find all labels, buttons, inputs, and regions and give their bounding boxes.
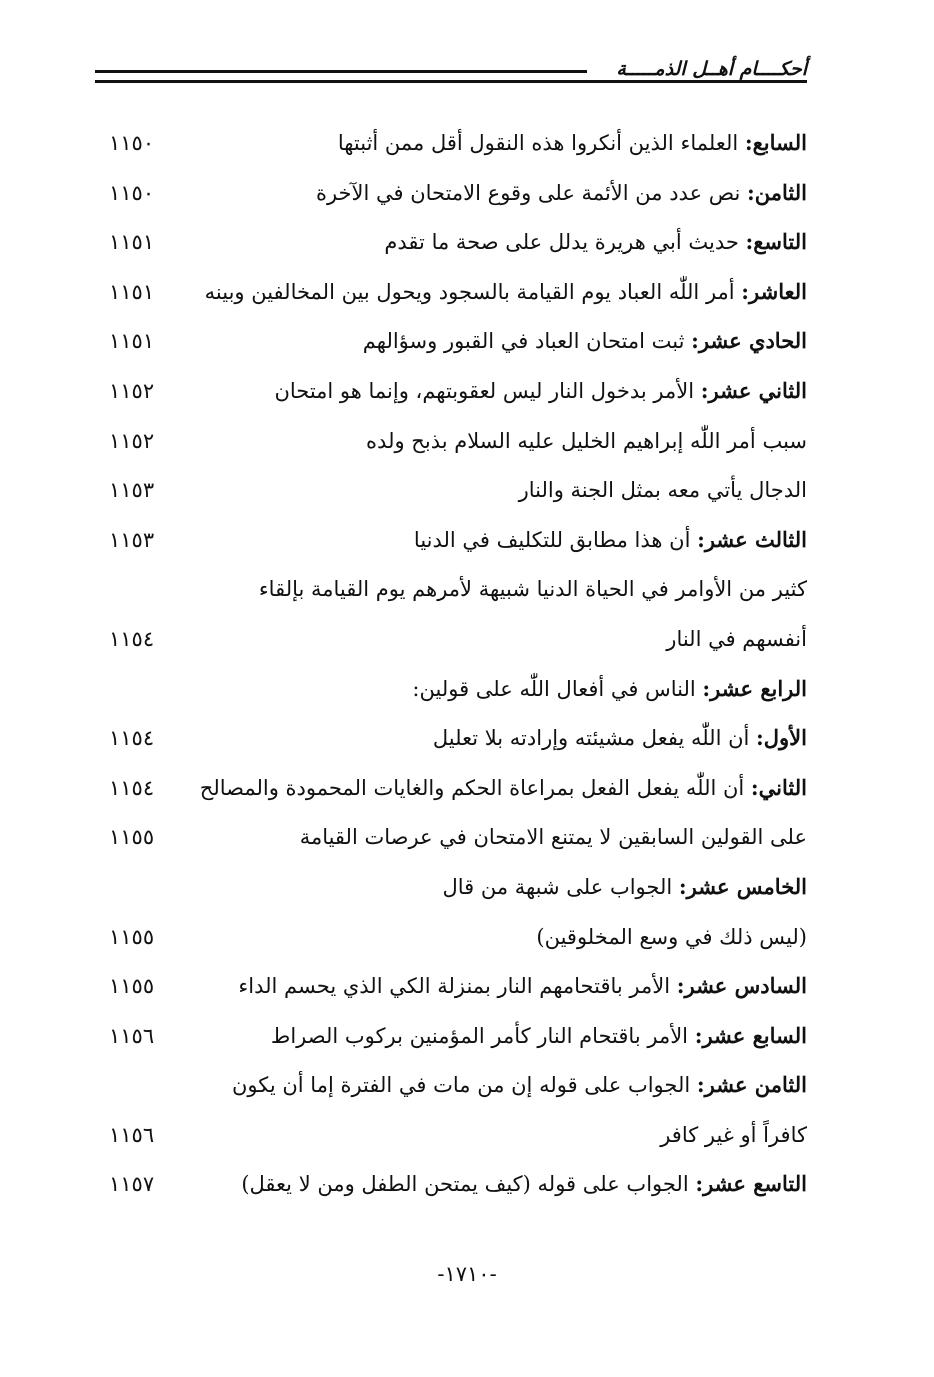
toc-entry-lead: السادس عشر: bbox=[676, 973, 807, 999]
toc-entry-title: الأمر باقتحامهم النار بمنزلة الكي الذي يحسم الداء bbox=[238, 974, 677, 999]
toc-entry-page: ١١٥٤ bbox=[109, 626, 155, 651]
toc-entry-text bbox=[187, 376, 807, 406]
toc-entry-lead: الثاني عشر: bbox=[700, 377, 807, 403]
toc-entry-text bbox=[187, 1120, 807, 1150]
toc-entry-page: ١١٥٥ bbox=[109, 974, 155, 999]
toc-entry-text bbox=[187, 128, 807, 158]
toc-entry-page: ١١٥٣ bbox=[109, 478, 155, 503]
toc-entry-text bbox=[187, 178, 807, 208]
toc-entry bbox=[95, 965, 807, 1015]
toc-entry-title: الجواب على قوله (كيف يمتحن الطفل ومن لا يعقل) bbox=[241, 1172, 696, 1197]
toc-entry-title: على القولين السابقين لا يمتنع الامتحان في عرصات القيامة bbox=[299, 825, 807, 850]
header-rule-bottom bbox=[95, 80, 807, 83]
toc-entry-page: ١١٥١ bbox=[109, 279, 155, 304]
toc-entry-page: ١١٥٤ bbox=[109, 775, 155, 800]
toc-entry-title: (ليس ذلك في وسع المخلوقين) bbox=[536, 924, 807, 949]
toc-entry-title: ثبت امتحان العباد في القبور وسؤالهم bbox=[362, 329, 692, 354]
toc-entry-title: أن هذا مطابق للتكليف في الدنيا bbox=[413, 527, 698, 552]
toc-entry-page: ١١٥١ bbox=[109, 230, 155, 255]
toc-entry-page: ١١٥٠ bbox=[109, 180, 155, 205]
toc-entry bbox=[95, 420, 807, 470]
toc-entry bbox=[95, 717, 807, 767]
toc-entry-page: ١١٥٢ bbox=[109, 378, 155, 403]
running-header bbox=[95, 58, 807, 92]
toc-entry bbox=[95, 122, 807, 172]
toc-entry-title: الأمر بدخول النار ليس لعقوبتهم، وإنما هو امتحان bbox=[274, 378, 701, 403]
toc-entry-lead: السابع: bbox=[744, 130, 807, 155]
toc-entry-title: الأمر باقتحام النار كأمر المؤمنين بركوب الصراط bbox=[270, 1023, 695, 1048]
toc-entry-title: نص عدد من الأئمة على وقوع الامتحان في الآخرة bbox=[315, 180, 748, 205]
header-rule-top bbox=[95, 70, 587, 73]
toc-entry bbox=[95, 866, 807, 916]
toc-entry-title: أمر اللّٰه العباد يوم القيامة بالسجود ويحول بين المخالفين وبينه bbox=[204, 279, 742, 304]
toc-entry bbox=[95, 767, 807, 817]
toc-entry-title: كافراً أو غير كافر bbox=[660, 1122, 807, 1147]
toc-entry-text bbox=[187, 277, 807, 307]
toc-entry-title: الجواب على شبهة من قال bbox=[442, 874, 679, 899]
toc-entry bbox=[95, 271, 807, 321]
toc-entry bbox=[95, 816, 807, 866]
book-title: أحكــــام أهــل الذمـــــة bbox=[608, 58, 807, 80]
toc-entry-text bbox=[187, 475, 807, 505]
toc-entry-lead: الأول: bbox=[756, 725, 807, 751]
toc-entry bbox=[95, 1015, 807, 1065]
toc-entry-page: ١١٥٧ bbox=[109, 1172, 155, 1197]
toc-entry-text bbox=[187, 326, 807, 356]
toc-entry-text bbox=[187, 723, 807, 753]
toc-entry-lead: الثالث عشر: bbox=[697, 526, 807, 552]
toc-entry-page: ١١٥١ bbox=[109, 329, 155, 354]
toc-entry bbox=[95, 1114, 807, 1164]
toc-entry bbox=[95, 370, 807, 420]
toc-entry-title: حديث أبي هريرة يدلل على صحة ما تقدم bbox=[384, 230, 746, 255]
toc-entry-text bbox=[187, 426, 807, 456]
toc-entry bbox=[95, 568, 807, 618]
toc-entry-page: ١١٥٣ bbox=[109, 527, 155, 552]
toc-entry-lead: التاسع: bbox=[745, 229, 807, 255]
toc-entry bbox=[95, 618, 807, 668]
toc-entry-lead: العاشر: bbox=[741, 278, 807, 304]
toc-entry-title: سبب أمر اللّٰه إبراهيم الخليل عليه السلام بذبح ولده bbox=[366, 428, 807, 453]
toc-entry-lead: الثامن: bbox=[747, 179, 807, 205]
toc-entry-lead: التاسع عشر: bbox=[695, 1171, 807, 1197]
toc-entry-text bbox=[187, 227, 807, 257]
toc-entry-page: ١١٥٦ bbox=[109, 1122, 155, 1147]
toc-entry-title: الجواب على قوله إن من مات في الفترة إما أن يكون bbox=[231, 1073, 697, 1098]
toc-entry bbox=[95, 1163, 807, 1213]
toc-entry-page: ١١٥٤ bbox=[109, 726, 155, 751]
toc-entry bbox=[95, 668, 807, 718]
toc-entry-page: ١١٥٦ bbox=[109, 1023, 155, 1048]
toc-entry bbox=[95, 221, 807, 271]
toc-entry bbox=[95, 519, 807, 569]
toc-entry-lead: الثامن عشر: bbox=[696, 1072, 807, 1098]
toc-entry-lead: الخامس عشر: bbox=[678, 873, 807, 899]
toc-entry bbox=[95, 916, 807, 966]
table-of-contents bbox=[95, 122, 807, 1213]
toc-entry-text bbox=[187, 1169, 807, 1199]
toc-entry-lead: الثاني: bbox=[750, 774, 807, 800]
toc-entry-text bbox=[187, 971, 807, 1001]
toc-entry-title: أن اللّٰه يفعل مشيئته وإرادته بلا تعليل bbox=[432, 726, 757, 751]
toc-entry-text bbox=[187, 922, 807, 952]
toc-entry-text bbox=[187, 525, 807, 555]
toc-entry-lead: الرابع عشر: bbox=[702, 675, 807, 701]
toc-entry-text bbox=[187, 674, 807, 704]
toc-entry-text bbox=[187, 773, 807, 803]
toc-entry-page: ١١٥٥ bbox=[109, 825, 155, 850]
toc-entry-title: الناس في أفعال اللّٰه على قولين: bbox=[412, 676, 703, 701]
toc-entry bbox=[95, 1064, 807, 1114]
toc-entry-text bbox=[187, 872, 807, 902]
toc-entry-title: العلماء الذين أنكروا هذه النقول أقل ممن أثبتها bbox=[337, 131, 745, 155]
toc-entry-title: الدجال يأتي معه بمثل الجنة والنار bbox=[518, 478, 807, 503]
toc-entry-lead: الحادي عشر: bbox=[691, 328, 807, 354]
page-number: -١٧١٠- bbox=[437, 1262, 497, 1286]
toc-entry-page: ١١٥٥ bbox=[109, 924, 155, 949]
toc-entry-page: ١١٥٠ bbox=[109, 131, 155, 155]
toc-entry bbox=[95, 172, 807, 222]
toc-entry bbox=[95, 469, 807, 519]
toc-entry-text bbox=[187, 624, 807, 654]
toc-entry-text bbox=[187, 574, 807, 604]
toc-entry-title: كثير من الأوامر في الحياة الدنيا شبيهة لأمرهم يوم القيامة بإلقاء bbox=[258, 577, 807, 602]
toc-entry-text bbox=[187, 1021, 807, 1051]
toc-entry bbox=[95, 320, 807, 370]
toc-entry-page: ١١٥٢ bbox=[109, 428, 155, 453]
toc-entry-title: أن اللّٰه يفعل الفعل بمراعاة الحكم والغايات المحمودة والمصالح bbox=[199, 775, 751, 800]
toc-entry-lead: السابع عشر: bbox=[694, 1022, 807, 1048]
toc-entry-text bbox=[187, 822, 807, 852]
toc-entry-title: أنفسهم في النار bbox=[666, 626, 807, 651]
toc-entry-text bbox=[187, 1070, 807, 1100]
